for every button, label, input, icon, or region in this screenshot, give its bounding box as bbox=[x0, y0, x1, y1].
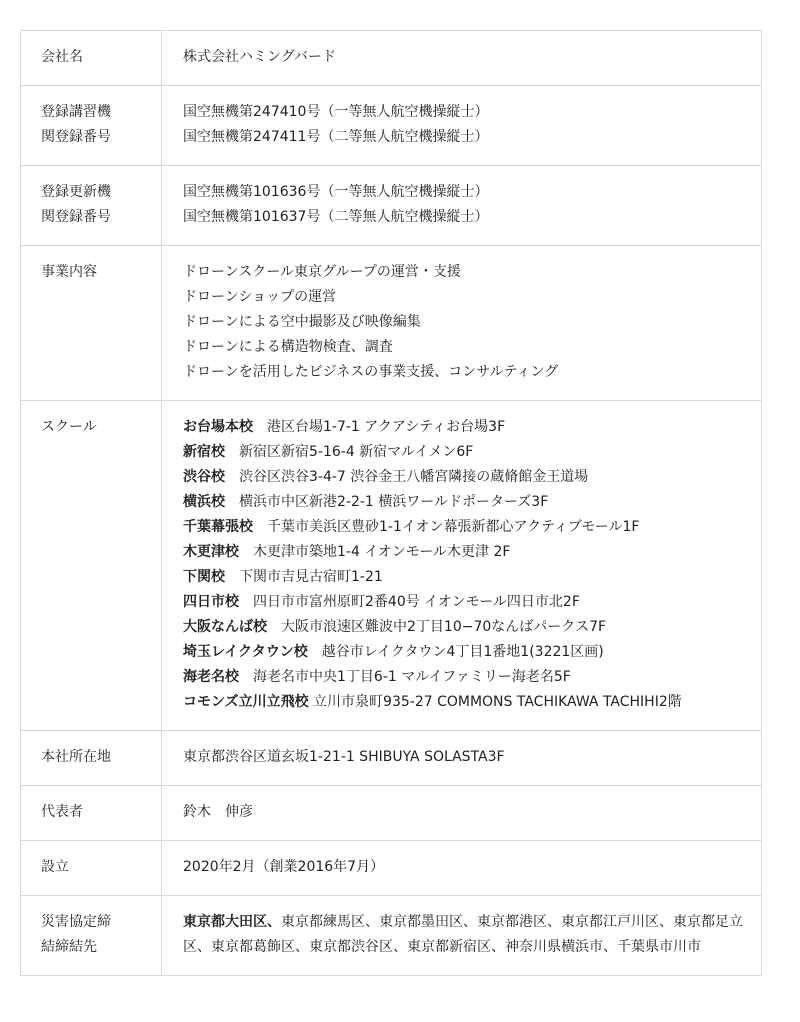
value-disaster-agreement bbox=[162, 896, 762, 976]
row-company bbox=[21, 31, 762, 86]
row-business bbox=[21, 246, 762, 401]
row-registration-renewal bbox=[21, 166, 762, 246]
label-registration-training: 登録講習機 関登録番号 bbox=[21, 86, 162, 166]
school-item: 渋谷校 渋谷区渋谷3-4-7 渋谷金王八幡宮隣接の蔵脩館金王道場 bbox=[183, 469, 589, 485]
school-item: 横浜校 横浜市中区新港2-2-1 横浜ワールドポーターズ3F bbox=[183, 494, 549, 510]
value-headquarters: 東京都渋谷区道玄坂1-21-1 SHIBUYA SOLASTA3F bbox=[162, 731, 762, 786]
school-item: 千葉幕張校 千葉市美浜区豊砂1-1イオン幕張新都心アクティブモール1F bbox=[183, 519, 640, 535]
school-item: 海老名校 海老名市中央1丁目6-1 マルイファミリー海老名5F bbox=[183, 669, 571, 685]
value-representative: 鈴木 伸彦 bbox=[162, 786, 762, 841]
label-headquarters: 本社所在地 bbox=[21, 731, 162, 786]
business-item: ドローンによる構造物検査、調査 bbox=[183, 339, 393, 355]
business-item: ドローンによる空中撮影及び映像編集 bbox=[183, 314, 421, 330]
row-disaster-agreement bbox=[21, 896, 762, 976]
disaster-rest: 東京都練馬区、東京都墨田区、東京都港区、東京都江戸川区、東京都足立区、東京都葛飾区、東京都渋谷区、東京都新宿区、神奈川県横浜市、千葉県市川市 bbox=[183, 914, 743, 955]
label-schools: スクール bbox=[21, 401, 162, 731]
school-item: 四日市校 四日市市富州原町2番40号 イオンモール四日市北2F bbox=[183, 594, 580, 610]
school-item: 大阪なんば校 大阪市浪速区難波中2丁目10−70なんばパークス7F bbox=[183, 619, 607, 635]
disaster-bold-prefix: 東京都大田区、 bbox=[183, 914, 281, 930]
business-item: ドローンを活用したビジネスの事業支援、コンサルティング bbox=[183, 364, 559, 380]
row-registration-training bbox=[21, 86, 762, 166]
value-company: 株式会社ハミングバード bbox=[162, 31, 762, 86]
label-company: 会社名 bbox=[21, 31, 162, 86]
row-founded bbox=[21, 841, 762, 896]
label-founded: 設立 bbox=[21, 841, 162, 896]
value-registration-training: 国空無機第247410号（一等無人航空機操縦士） 国空無機第247411号（二等無人航空機操縦士） bbox=[162, 86, 762, 166]
business-item: ドローンショップの運営 bbox=[183, 289, 337, 305]
label-business: 事業内容 bbox=[21, 246, 162, 401]
value-business bbox=[162, 246, 762, 401]
school-item: 下関校 下関市吉見古宿町1-21 bbox=[183, 569, 383, 585]
school-item: 木更津校 木更津市築地1-4 イオンモール木更津 2F bbox=[183, 544, 511, 560]
company-profile-table bbox=[20, 30, 762, 976]
row-representative bbox=[21, 786, 762, 841]
label-representative: 代表者 bbox=[21, 786, 162, 841]
value-schools bbox=[162, 401, 762, 731]
school-item: 埼玉レイクタウン校 越谷市レイクタウン4丁目1番地1(3221区画) bbox=[183, 644, 604, 660]
school-item: 新宿校 新宿区新宿5-16-4 新宿マルイメン6F bbox=[183, 444, 474, 460]
business-item: ドローンスクール東京グループの運営・支援 bbox=[183, 264, 461, 280]
value-founded: 2020年2月（創業2016年7月） bbox=[162, 841, 762, 896]
row-headquarters bbox=[21, 731, 762, 786]
school-item: お台場本校 港区台場1-7-1 アクアシティお台場3F bbox=[183, 419, 506, 435]
label-registration-renewal: 登録更新機 関登録番号 bbox=[21, 166, 162, 246]
label-disaster-agreement: 災害協定締 結締結先 bbox=[21, 896, 162, 976]
row-schools bbox=[21, 401, 762, 731]
value-registration-renewal: 国空無機第101636号（一等無人航空機操縦士） 国空無機第101637号（二等無人航空機操縦士） bbox=[162, 166, 762, 246]
school-item: コモンズ立川立飛校 立川市泉町935-27 COMMONS TACHIKAWA TACHIHI2階 bbox=[183, 694, 682, 710]
